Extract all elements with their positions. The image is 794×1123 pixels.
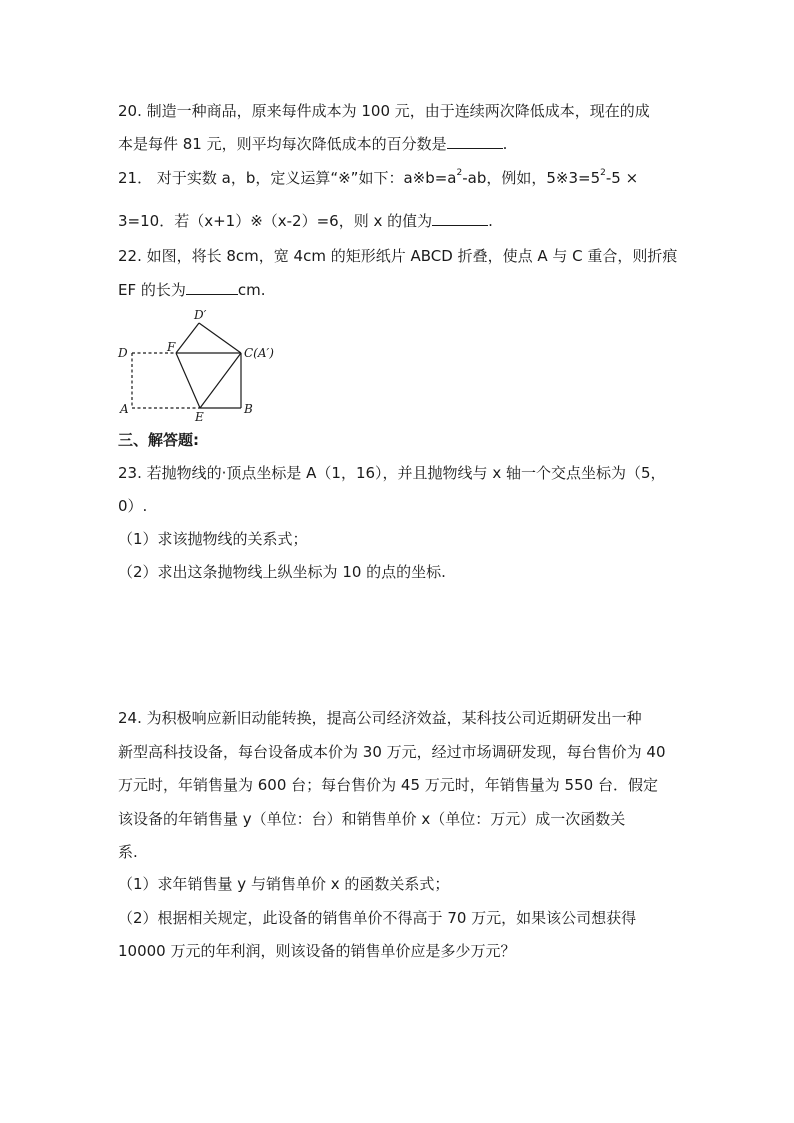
edge-D-prime-C [199, 323, 241, 353]
edge-FD-prime [176, 323, 199, 353]
crease-FE [176, 353, 200, 408]
q20-line-1: 20. 制造一种商品，原来每件成本为 100 元，由于连续两次降低成本，现在的成 [118, 102, 650, 120]
q22-line-2-text: EF 的长为 [118, 281, 186, 299]
q21-line-2 [118, 210, 493, 232]
q22-line-1: 22. 如图，将长 8cm，宽 4cm 的矩形纸片 ABCD 折叠，使点 A 与 C 重合，则折痕 [118, 247, 678, 265]
label-B: B [244, 402, 253, 416]
q22-line-2 [118, 279, 266, 301]
q24-part-2: （2）根据相关规定，此设备的销售单价不得高于 70 万元，如果该公司想获得 [118, 909, 637, 927]
q24-line-3: 万元时，年销售量为 600 台；每台售价为 45 万元时，年销售量为 550 台．假定 [118, 776, 658, 794]
q20-line-2-text: 本是每件 81 元，则平均每次降低成本的百分数是 [118, 135, 447, 153]
answer-blank-21 [432, 211, 488, 226]
label-F: F [167, 340, 176, 354]
q21-line-1-text: 21． 对于实数 a，b，定义运算“※”如下：a※b=a [118, 169, 457, 187]
label-C-A-prime: C(A′) [244, 346, 274, 360]
label-A: A [120, 402, 129, 416]
q24-part-2-continued: 10000 万元的年利润，则该设备的销售单价应是多少万元？ [118, 942, 516, 960]
q24-part-1: （1）求年销售量 y 与销售单价 x 的函数关系式； [118, 875, 450, 893]
q21-line-1-end: -5 × [605, 169, 639, 187]
q24-line-1: 24. 为积极响应新旧动能转换，提高公司经济效益，某科技公司近期研发出一种 [118, 709, 642, 727]
q24-line-4: 该设备的年销售量 y（单位：台）和销售单价 x（单位：万元）成一次函数关 [118, 810, 626, 828]
label-D-prime: D′ [194, 308, 207, 322]
folded-rectangle-figure [114, 305, 284, 425]
label-E: E [195, 410, 204, 424]
q20-line-2-end: . [502, 135, 508, 153]
section-3-heading: 三、解答题: [118, 431, 199, 449]
edge-EC [200, 353, 241, 408]
q20-line-2 [118, 133, 507, 155]
q21-line-2-end: . [488, 212, 493, 230]
q21-line-2-text: 3=10．若（x+1）※（x-2）=6，则 x 的值为 [118, 212, 433, 230]
q23-part-1: （1）求该抛物线的关系式； [118, 530, 308, 548]
answer-blank-22 [186, 280, 238, 295]
q21-line-1-mid: -ab，例如，5※3=5 [462, 169, 601, 187]
q21-line-1 [118, 167, 638, 189]
q24-line-5: 系. [118, 843, 138, 861]
q21-superscript-1: 2 [456, 168, 463, 178]
label-D: D [118, 346, 128, 360]
q23-line-1: 23. 若抛物线的·顶点坐标是 A（1，16），并且抛物线与 x 轴一个交点坐标为（5， [118, 464, 666, 482]
q23-line-2: 0）. [118, 497, 148, 515]
q21-superscript-2: 2 [600, 168, 606, 178]
q22-line-2-end: cm. [237, 281, 266, 299]
q24-line-2: 新型高科技设备，每台设备成本价为 30 万元，经过市场调研发现，每台售价为 40 [118, 743, 666, 761]
q23-part-2: （2）求出这条抛物线上纵坐标为 10 的点的坐标. [118, 563, 446, 581]
answer-blank-20 [447, 134, 503, 149]
